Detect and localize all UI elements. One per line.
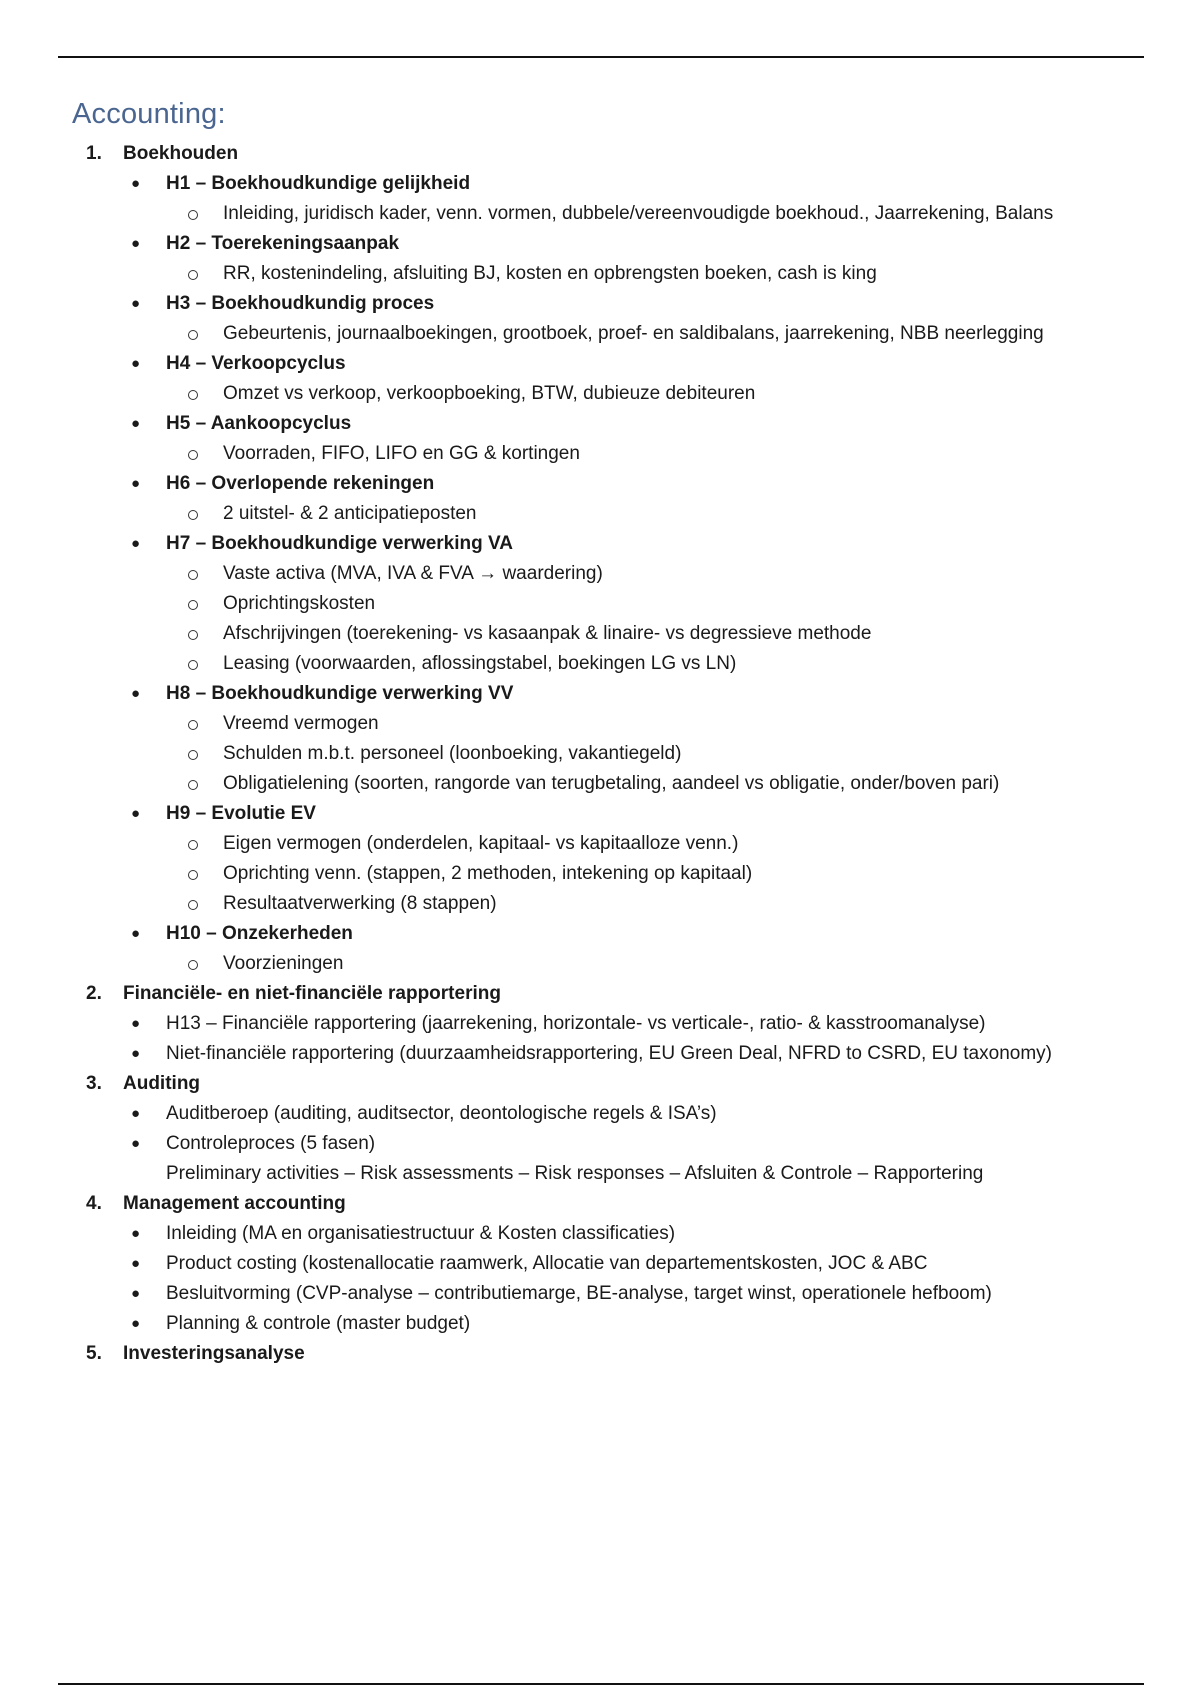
circle-bullet-icon xyxy=(188,330,198,340)
chapter-item: ● H4 – Verkoopcyclus xyxy=(0,349,1200,379)
circle-bullet-icon xyxy=(188,660,198,670)
chapter-item: ● H9 – Evolutie EV xyxy=(0,799,1200,829)
circle-bullet-icon xyxy=(188,960,198,970)
bullet-icon: ● xyxy=(131,475,141,492)
sub-item: Omzet vs verkoop, verkoopboeking, BTW, dubieuze debiteuren xyxy=(0,379,1200,409)
bullet-icon: ● xyxy=(131,685,141,702)
sub-item: RR, kostenindeling, afsluiting BJ, kosten en opbrengsten boeken, cash is king xyxy=(0,259,1200,289)
bullet-icon: ● xyxy=(131,1285,141,1302)
bullet-icon: ● xyxy=(131,1225,141,1242)
circle-bullet-icon xyxy=(188,750,198,760)
list-item: ● Niet-financiële rapportering (duurzaamheidsrapportering, EU Green Deal, NFRD to CSRD, EU taxonomy) xyxy=(0,1039,1200,1069)
sub-item: Voorraden, FIFO, LIFO en GG & kortingen xyxy=(0,439,1200,469)
section-number: 1. xyxy=(86,143,102,164)
circle-bullet-icon xyxy=(188,870,198,880)
section-number: 2. xyxy=(86,983,102,1004)
bullet-icon: ● xyxy=(131,1135,141,1152)
section-title: 1. Boekhouden xyxy=(0,139,1200,169)
sub-item: Schulden m.b.t. personeel (loonboeking, vakantiegeld) xyxy=(0,739,1200,769)
circle-bullet-icon xyxy=(188,570,198,580)
bullet-icon: ● xyxy=(131,1315,141,1332)
section-number: 3. xyxy=(86,1073,102,1094)
list-item: ● Product costing (kostenallocatie raamwerk, Allocatie van departementskosten, JOC & ABC xyxy=(0,1249,1200,1279)
circle-bullet-icon xyxy=(188,450,198,460)
circle-bullet-icon xyxy=(188,720,198,730)
chapter-item: ● H3 – Boekhoudkundig proces xyxy=(0,289,1200,319)
list-item: ● Inleiding (MA en organisatiestructuur & Kosten classificaties) xyxy=(0,1219,1200,1249)
bullet-icon: ● xyxy=(131,925,141,942)
list-item: ● Planning & controle (master budget) xyxy=(0,1309,1200,1339)
circle-bullet-icon xyxy=(188,270,198,280)
circle-bullet-icon xyxy=(188,390,198,400)
circle-bullet-icon xyxy=(188,780,198,790)
list-item: ● H13 – Financiële rapportering (jaarrekening, horizontale- vs verticale-, ratio- & kasstroomanalyse) xyxy=(0,1009,1200,1039)
sub-item: Vaste activa (MVA, IVA & FVA → waardering) xyxy=(0,559,1200,589)
bullet-icon: ● xyxy=(131,1255,141,1272)
chapter-item: ● H2 – Toerekeningsaanpak xyxy=(0,229,1200,259)
sub-item: Resultaatverwerking (8 stappen) xyxy=(0,889,1200,919)
bullet-icon: ● xyxy=(131,535,141,552)
bullet-icon: ● xyxy=(131,355,141,372)
sub-item: Voorzieningen xyxy=(0,949,1200,979)
circle-bullet-icon xyxy=(188,900,198,910)
chapter-item: ● H6 – Overlopende rekeningen xyxy=(0,469,1200,499)
sub-item: Inleiding, juridisch kader, venn. vormen, dubbele/vereenvoudigde boekhoud., Jaarrekening, Balans xyxy=(0,199,1200,229)
bullet-icon: ● xyxy=(131,175,141,192)
sub-item: Leasing (voorwaarden, aflossingstabel, boekingen LG vs LN) xyxy=(0,649,1200,679)
circle-bullet-icon xyxy=(188,840,198,850)
circle-bullet-icon xyxy=(188,210,198,220)
sub-item: Vreemd vermogen xyxy=(0,709,1200,739)
section-title: 4. Management accounting xyxy=(0,1189,1200,1219)
circle-bullet-icon xyxy=(188,600,198,610)
sub-item: Eigen vermogen (onderdelen, kapitaal- vs kapitaalloze venn.) xyxy=(0,829,1200,859)
bullet-icon: ● xyxy=(131,295,141,312)
chapter-item: ● H1 – Boekhoudkundige gelijkheid xyxy=(0,169,1200,199)
list-item: ● Besluitvorming (CVP-analyse – contributiemarge, BE-analyse, target winst, operationele hefboom) xyxy=(0,1279,1200,1309)
bullet-icon: ● xyxy=(131,1105,141,1122)
list-item: ● Controleproces (5 fasen) xyxy=(0,1129,1200,1159)
outline xyxy=(0,139,1200,1369)
circle-bullet-icon xyxy=(188,630,198,640)
section-title: 3. Auditing xyxy=(0,1069,1200,1099)
chapter-item: ● H8 – Boekhoudkundige verwerking VV xyxy=(0,679,1200,709)
section-number: 4. xyxy=(86,1193,102,1214)
bullet-icon: ● xyxy=(131,1015,141,1032)
bullet-icon: ● xyxy=(131,235,141,252)
chapter-item: ● H7 – Boekhoudkundige verwerking VA xyxy=(0,529,1200,559)
sub-item: Gebeurtenis, journaalboekingen, grootboek, proef- en saldibalans, jaarrekening, NBB neerlegging xyxy=(0,319,1200,349)
sub-item: Oprichtingskosten xyxy=(0,589,1200,619)
page-heading: Accounting: xyxy=(72,98,226,130)
sub-item: Oprichting venn. (stappen, 2 methoden, intekening op kapitaal) xyxy=(0,859,1200,889)
bullet-icon: ● xyxy=(131,415,141,432)
bullet-icon: ● xyxy=(131,1045,141,1062)
bullet-icon: ● xyxy=(131,805,141,822)
chapter-item: ● H5 – Aankoopcyclus xyxy=(0,409,1200,439)
continuation-line: Preliminary activities – Risk assessments – Risk responses – Afsluiten & Controle – Rapportering xyxy=(166,1163,984,1184)
bottom-rule xyxy=(58,1683,1144,1685)
sub-item: 2 uitstel- & 2 anticipatieposten xyxy=(0,499,1200,529)
top-rule xyxy=(58,56,1144,58)
section-title: 5. Investeringsanalyse xyxy=(0,1339,1200,1369)
sub-item: Afschrijvingen (toerekening- vs kasaanpak & linaire- vs degressieve methode xyxy=(0,619,1200,649)
section-number: 5. xyxy=(86,1343,102,1364)
section-title: 2. Financiële- en niet-financiële rapportering xyxy=(0,979,1200,1009)
sub-item: Obligatielening (soorten, rangorde van terugbetaling, aandeel vs obligatie, onder/boven pari) xyxy=(0,769,1200,799)
list-item: ● Auditberoep (auditing, auditsector, deontologische regels & ISA’s) xyxy=(0,1099,1200,1129)
chapter-item: ● H10 – Onzekerheden xyxy=(0,919,1200,949)
circle-bullet-icon xyxy=(188,510,198,520)
